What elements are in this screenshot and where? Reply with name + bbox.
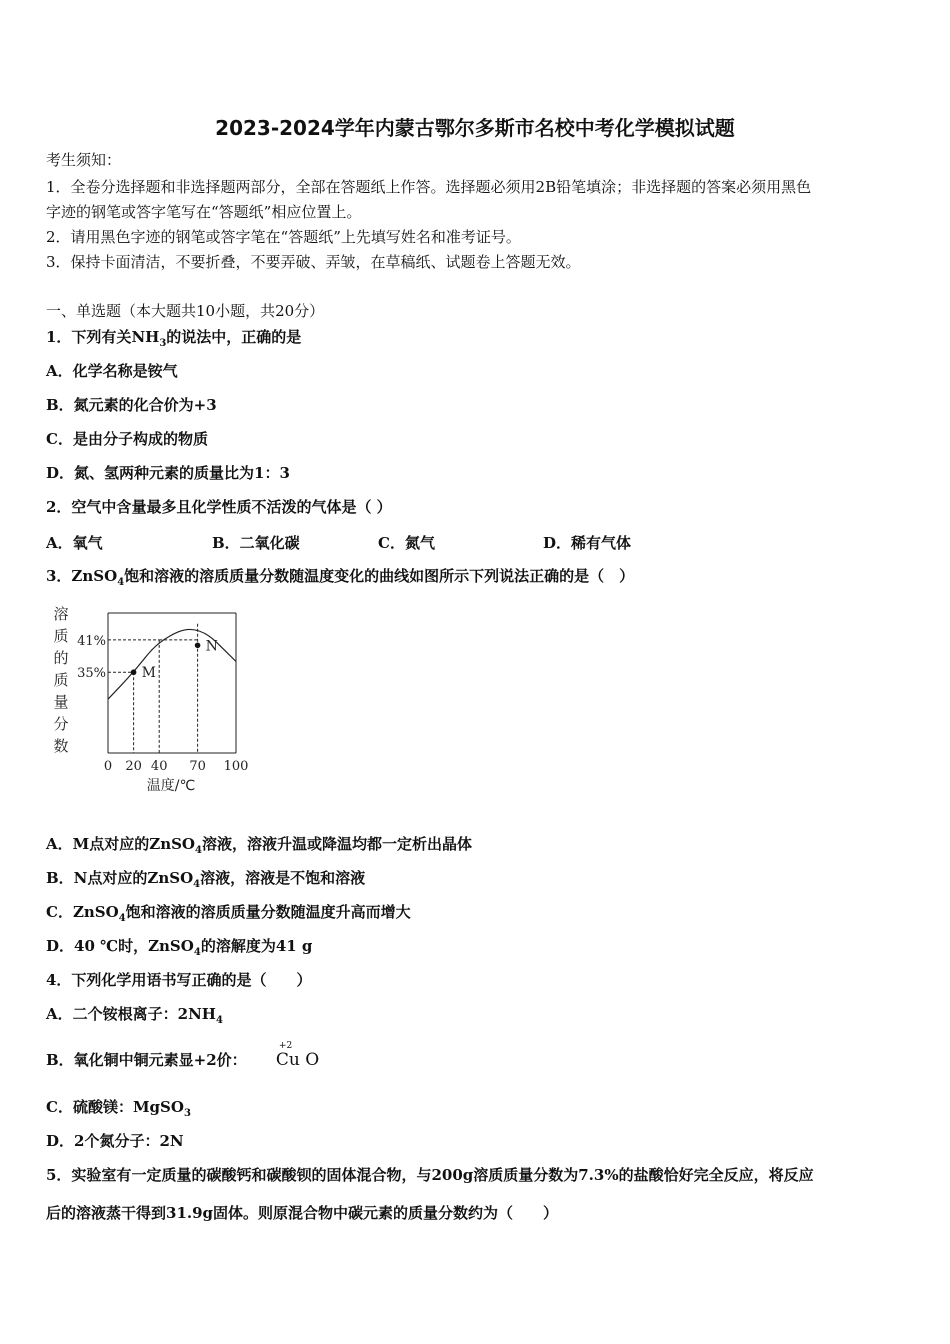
y-tick-label: 35%: [77, 666, 106, 682]
notice-item-1-cont: 字迹的钢笔或答字笔写在“答题纸”相应位置上。: [46, 203, 362, 221]
y-axis-label-char: 质: [53, 671, 69, 689]
y-axis-label-char: 量: [53, 693, 69, 711]
q4-option-d: D．2个氮分子：2N: [46, 1132, 184, 1150]
q5-stem-line2: 后的溶液蒸干得到31.9g固体。则原混合物中碳元素的质量分数约为（ ）: [46, 1204, 559, 1222]
y-axis-label-char: 溶: [53, 605, 69, 623]
q5-stem-line1: 5．实验室有一定质量的碳酸钙和碳酸钡的固体混合物，与200g溶质质量分数为7.3%的盐酸恰好完全反应，将反应: [46, 1166, 814, 1184]
page-title: 2023-2024学年内蒙古鄂尔多斯市名校中考化学模拟试题: [215, 116, 735, 140]
q3-option-c: C．ZnSO$_4$饱和溶液的溶质质量分数随温度升高而增大: [46, 903, 411, 924]
point-N: [195, 643, 201, 649]
x-tick-label: 100: [223, 759, 249, 774]
point-label-N: N: [205, 638, 218, 655]
point-label-M: M: [141, 665, 156, 682]
q1-option-a: A．化学名称是铵气: [46, 362, 178, 380]
notice-item-2: 2．请用黑色字迹的钢笔或答字笔在“答题纸”上先填写姓名和准考证号。: [46, 228, 521, 246]
y-axis-label-char: 的: [53, 649, 69, 667]
y-tick-label: 41%: [77, 633, 106, 649]
q3-stem: 3．ZnSO$_4$饱和溶液的溶质质量分数随温度变化的曲线如图所示下列说法正确的是（ ）: [46, 567, 635, 588]
y-axis-label-char: 质: [53, 627, 69, 645]
x-tick-label: 70: [189, 759, 206, 774]
x-tick-label: 20: [125, 759, 142, 774]
q1-stem: 1．下列有关$NH_3$的说法中，正确的是: [46, 328, 302, 349]
q4-option-b: B．氧化铜中铜元素显+2价： +2 Cu O: [46, 1050, 319, 1070]
x-tick-label: 0: [103, 759, 113, 774]
section-heading: 一、单选题（本大题共10小题，共20分）: [46, 302, 325, 320]
q2-stem: 2．空气中含量最多且化学性质不活泼的气体是（ ）: [46, 498, 392, 516]
cuo-formula: +2 Cu O: [276, 1050, 319, 1070]
q2-option-c: C．氮气: [378, 534, 435, 552]
q4-option-a: A．二个铵根离子：$2NH_4$: [46, 1005, 223, 1026]
x-axis-label: 温度/℃: [146, 778, 196, 794]
y-axis-label-char: 数: [53, 737, 69, 755]
chart-svg: [46, 603, 266, 798]
q2-option-d: D．稀有气体: [543, 534, 632, 552]
q1-option-b: B．氮元素的化合价为+3: [46, 396, 217, 414]
notice-item-3: 3．保持卡面清洁，不要折叠，不要弄破、弄皱，在草稿纸、试题卷上答题无效。: [46, 253, 581, 271]
q4-option-c: C．硫酸镁：MgSO$_3$: [46, 1098, 191, 1119]
point-M: [131, 669, 137, 675]
notice-heading: 考生须知：: [46, 151, 122, 169]
q4-stem: 4．下列化学用语书写正确的是（ ）: [46, 971, 312, 989]
q1-option-d: D．氮、氢两种元素的质量比为1：3: [46, 464, 290, 482]
q2-option-b: B．二氧化碳: [212, 534, 300, 552]
notice-item-1: 1．全卷分选择题和非选择题两部分，全部在答题纸上作答。选择题必须用2B铅笔填涂；非选择题的答案必须用黑色: [46, 178, 812, 196]
q3-option-b: B．N点对应的ZnSO$_4$溶液，溶液是不饱和溶液: [46, 869, 366, 890]
x-tick-label: 40: [150, 759, 168, 774]
cu-charge: +2: [278, 1041, 293, 1051]
q3-option-a: A．M点对应的ZnSO$_4$溶液，溶液升温或降温均都一定析出晶体: [46, 835, 472, 856]
q3-option-d: D．40 ℃时，ZnSO$_4$的溶解度为41 g: [46, 937, 313, 958]
solubility-chart: [46, 603, 266, 802]
y-axis-label-char: 分: [53, 715, 69, 733]
q2-option-a: A．氧气: [46, 534, 103, 552]
q1-option-c: C．是由分子构成的物质: [46, 430, 208, 448]
